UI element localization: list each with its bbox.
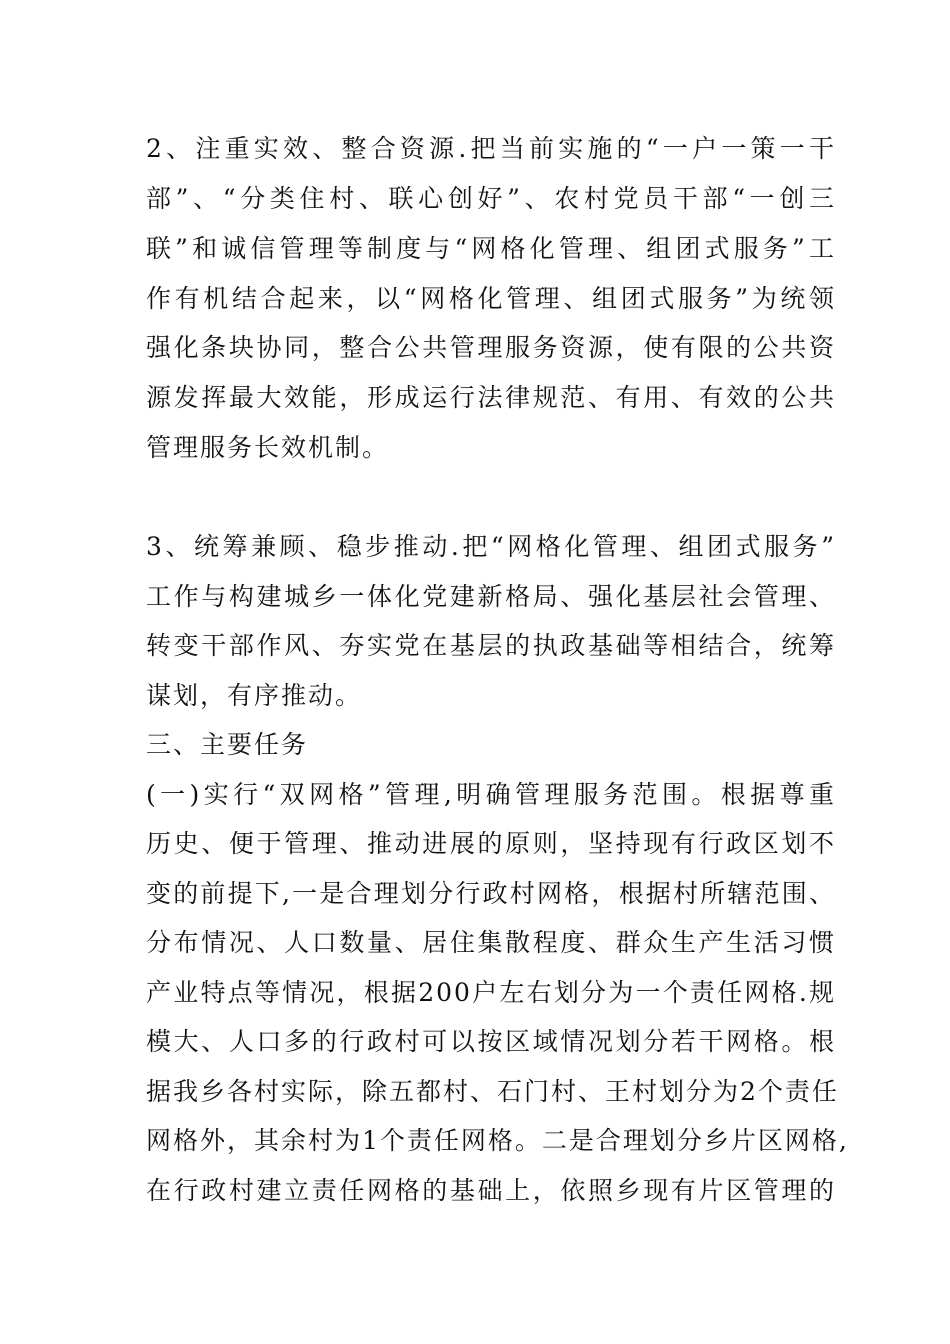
text-line: 谋划，有序推动。 [146, 681, 363, 710]
text-line: 网格外，其余村为1个责任网格。二是合理划分乡片区网格, [146, 1126, 849, 1155]
text-line: 工作与构建城乡一体化党建新格局、强化基层社会管理、 [146, 582, 836, 611]
text-line: 3、统筹兼顾、稳步推动.把“网格化管理、组团式服务” [146, 532, 836, 561]
text-line: 2、注重实效、整合资源.把当前实施的“一户一策一干 [146, 134, 836, 163]
text-line: 产业特点等情况，根据200户左右划分为一个责任网格.规 [146, 978, 836, 1007]
text-line: 作有机结合起来，以“网格化管理、组团式服务”为统领 [146, 284, 836, 313]
text-line: 历史、便于管理、推动进展的原则，坚持现有行政区划不 [146, 829, 836, 858]
text-line: 强化条块协同，整合公共管理服务资源，使有限的公共资 [146, 333, 836, 362]
text-line: (一)实行“双网格”管理,明确管理服务范围。根据尊重 [146, 780, 836, 809]
text-line: 源发挥最大效能，形成运行法律规范、有用、有效的公共 [146, 383, 836, 412]
section-heading: 三、主要任务 [146, 730, 309, 759]
text-line: 转变干部作风、夯实党在基层的执政基础等相结合，统筹 [146, 631, 836, 660]
text-line: 管理服务长效机制。 [146, 433, 390, 462]
text-line: 变的前提下,一是合理划分行政村网格，根据村所辖范围、 [146, 879, 836, 908]
text-line: 分布情况、人口数量、居住集散程度、群众生产生活习惯 [146, 928, 836, 957]
text-line: 模大、人口多的行政村可以按区域情况划分若干网格。根 [146, 1027, 836, 1056]
text-line: 部”、“分类住村、联心创好”、农村党员干部“一创三 [146, 184, 836, 213]
text-line: 据我乡各村实际，除五都村、石门村、王村划分为2个责任 [146, 1077, 839, 1106]
text-line: 在行政村建立责任网格的基础上，依照乡现有片区管理的 [146, 1176, 836, 1205]
text-line: 联”和诚信管理等制度与“网格化管理、组团式服务”工 [146, 234, 836, 263]
